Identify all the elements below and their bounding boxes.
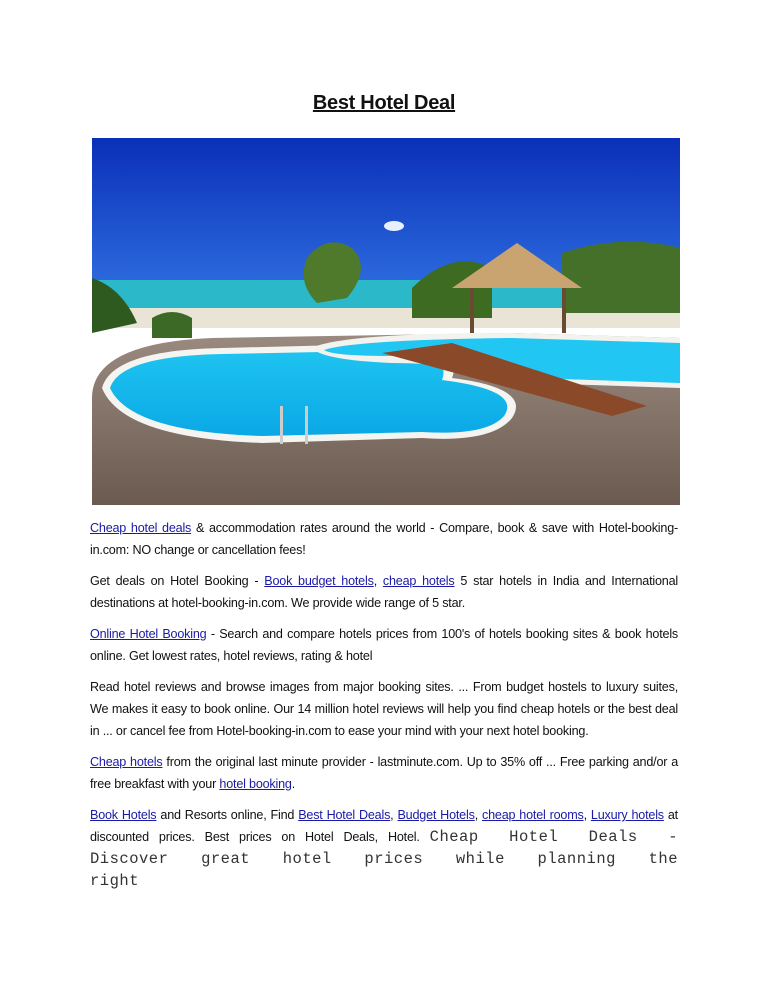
resort-pool-image	[92, 138, 680, 505]
page-title: Best Hotel Deal	[312, 92, 456, 114]
link-cheap-hotel-deals[interactable]: Cheap hotel deals	[90, 521, 192, 535]
paragraph-4	[90, 676, 678, 742]
paragraph-5	[90, 751, 678, 795]
link-hotel-booking[interactable]: hotel booking	[219, 777, 292, 791]
paragraph-6	[90, 804, 678, 892]
paragraph-1	[90, 517, 678, 561]
link-online-hotel-booking[interactable]: Online Hotel Booking	[90, 627, 207, 641]
paragraph-text: - Search and compare hotels prices from 100's of hotels booking sites & book hotels online. Get lowest rates, hotel reviews, rating & hotel	[90, 627, 679, 663]
paragraph-text: from the original last minute provider - lastminute.com. Up to 35% off ... Free parking and/or a free breakfast with your	[90, 755, 678, 791]
link-best-hotel-deals[interactable]: Best Hotel Deals	[298, 808, 391, 822]
paragraph-text: ,	[583, 808, 591, 822]
article-body	[90, 517, 678, 901]
paragraph-text: and Resorts online, Find	[156, 808, 299, 822]
link-book-hotels[interactable]: Book Hotels	[90, 808, 157, 822]
paragraph-2	[90, 570, 678, 614]
paragraph-text: Read hotel reviews and browse images from major booking sites. ... From budget hostels to luxury suites, We makes it easy to book online. Our 14 million hotel reviews will help you find cheap hotels or the best deal in ... or cancel fee from Hotel-booking-in.com to ease your mind with your next hotel booking.	[90, 680, 678, 738]
paragraph-text: & accommodation rates around the world - Compare, book & save with Hotel-booking-in.com: NO change or cancellation fees!	[90, 521, 678, 557]
paragraph-text: ,	[373, 574, 383, 588]
paragraph-text: at discounted prices. Best prices on Hotel Deals, Hotel.	[90, 808, 678, 844]
paragraph-text: ,	[474, 808, 482, 822]
paragraph-text: ,	[390, 808, 398, 822]
paragraph-text: 5 star hotels in India and International destinations at hotel-booking-in.com. We provide wide range of 5 star.	[90, 574, 678, 610]
paragraph-text: Get deals on Hotel Booking -	[90, 574, 265, 588]
link-book-budget-hotels[interactable]: Book budget hotels	[264, 574, 374, 588]
paragraph-3	[90, 623, 678, 667]
link-cheap-hotels[interactable]: cheap hotels	[382, 574, 455, 588]
link-budget-hotels[interactable]: Budget Hotels	[397, 808, 475, 822]
monospace-text: Cheap Hotel Deals - Discover great hotel prices while planning the right	[90, 828, 679, 890]
link-cheap-hotel-rooms[interactable]: cheap hotel rooms	[481, 808, 584, 822]
link-luxury-hotels[interactable]: Luxury hotels	[590, 808, 664, 822]
link-cheap-hotels-lastminute[interactable]: Cheap hotels	[90, 755, 163, 769]
paragraph-text: .	[291, 777, 296, 791]
